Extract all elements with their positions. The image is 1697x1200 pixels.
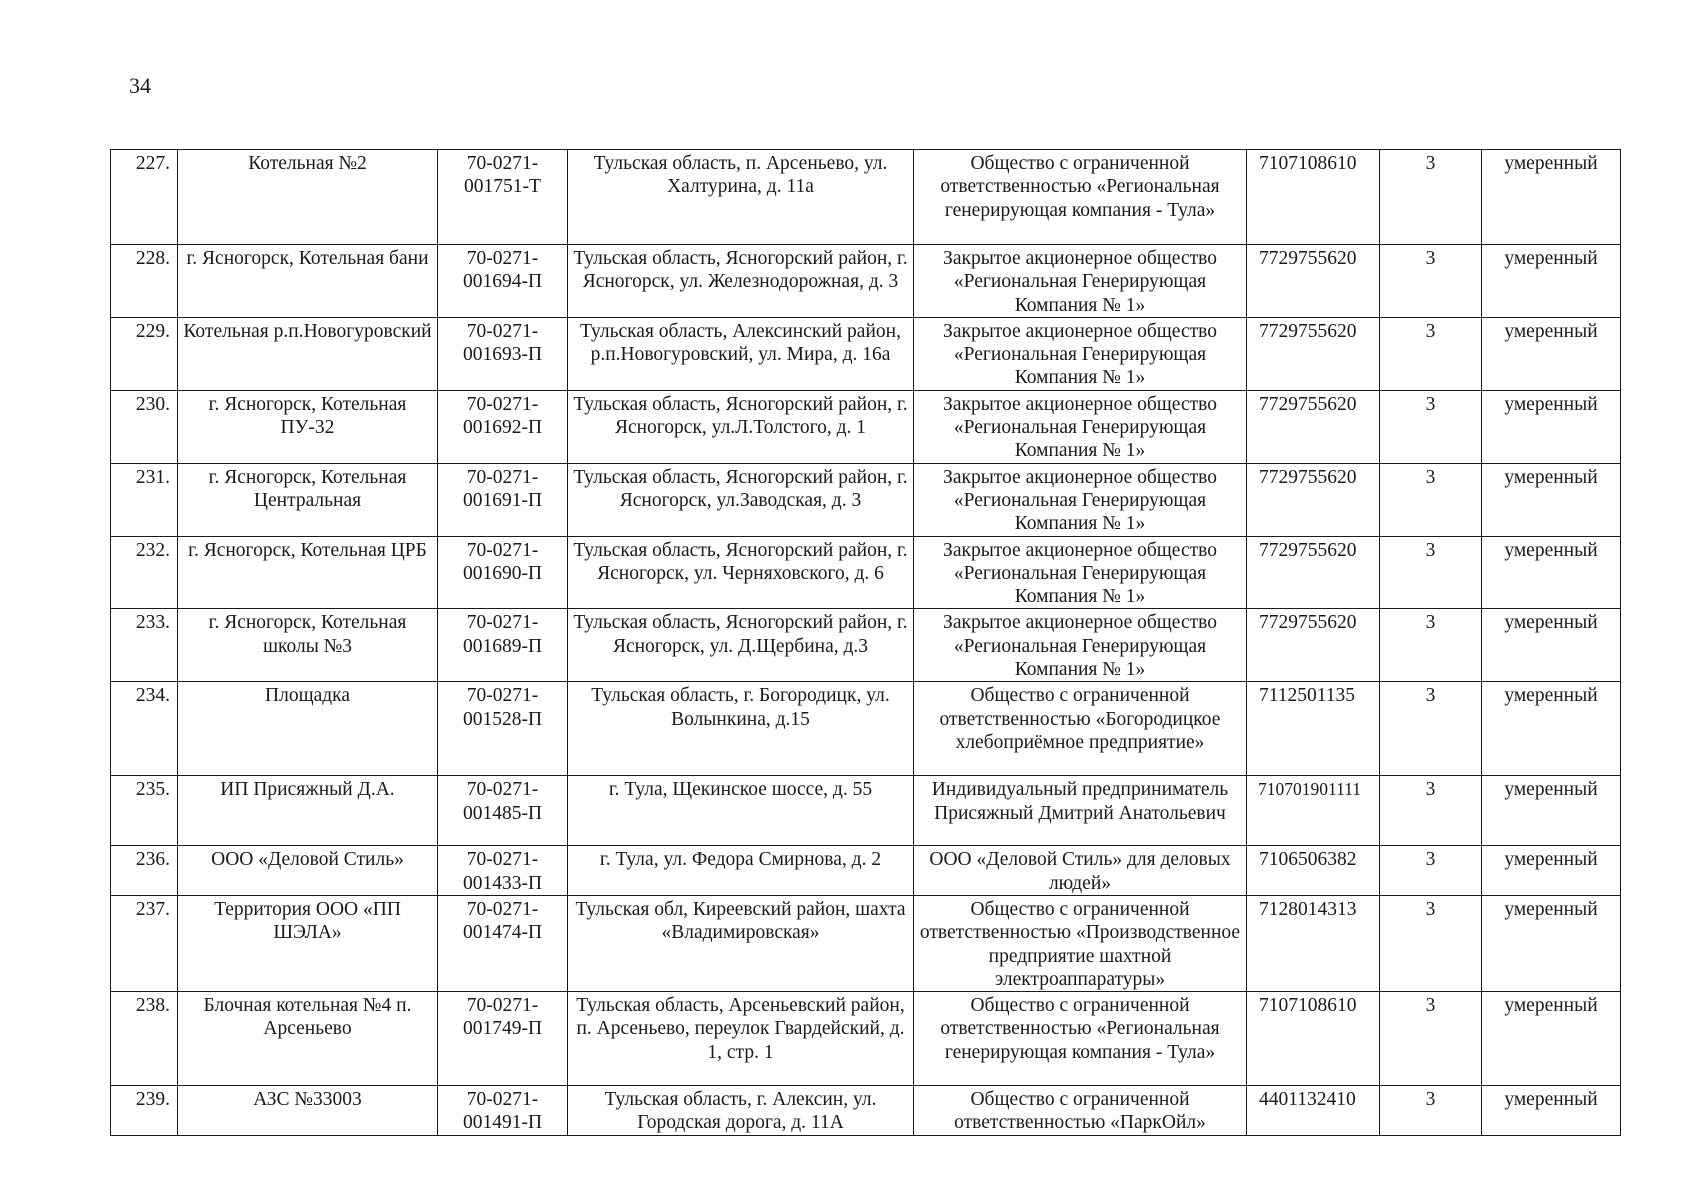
operator-inn: 7107108610	[1247, 150, 1380, 245]
facility-name: г. Ясногорск, Котельная школы №3	[178, 609, 438, 682]
hazard-category: 3	[1380, 463, 1482, 536]
facility-name: г. Ясногорск, Котельная бани	[178, 245, 438, 318]
facility-name: Площадка	[178, 682, 438, 776]
table-row	[111, 463, 1621, 536]
registration-code: 70-0271-001694-П	[438, 245, 568, 318]
registration-code: 70-0271-001691-П	[438, 463, 568, 536]
table-row	[111, 682, 1621, 776]
facility-name: Котельная №2	[178, 150, 438, 245]
row-number: 236.	[111, 846, 178, 896]
row-number: 230.	[111, 390, 178, 463]
registration-code: 70-0271-001689-П	[438, 609, 568, 682]
registration-code: 70-0271-001692-П	[438, 390, 568, 463]
table-row	[111, 317, 1621, 390]
table-row	[111, 390, 1621, 463]
operator-inn: 7729755620	[1247, 609, 1380, 682]
table-row	[111, 536, 1621, 609]
operator-inn: 710701901111	[1247, 776, 1380, 846]
table-body	[111, 150, 1621, 1136]
hazard-category: 3	[1380, 992, 1482, 1086]
row-number: 229.	[111, 317, 178, 390]
row-number: 227.	[111, 150, 178, 245]
operator-name: Общество с ограниченной ответственностью «Региональная генерирующая компания - Тула»	[914, 992, 1247, 1086]
hazard-category: 3	[1380, 895, 1482, 991]
hazard-category: 3	[1380, 682, 1482, 776]
facility-address: Тульская область, Ясногорский район, г. Ясногорск, ул. Железнодорожная, д. 3	[568, 245, 914, 318]
operator-name: Закрытое акционерное общество «Региональная Генерирующая Компания № 1»	[914, 609, 1247, 682]
table-row	[111, 245, 1621, 318]
risk-level: умеренный	[1482, 895, 1621, 991]
facility-name: Котельная р.п.Новогуровский	[178, 317, 438, 390]
operator-name: ООО «Деловой Стиль» для деловых людей»	[914, 846, 1247, 896]
risk-level: умеренный	[1482, 846, 1621, 896]
table-row	[111, 992, 1621, 1086]
operator-name: Закрытое акционерное общество «Региональная Генерирующая Компания № 1»	[914, 317, 1247, 390]
operator-inn: 7106506382	[1247, 846, 1380, 896]
facility-name: ИП Присяжный Д.А.	[178, 776, 438, 846]
operator-name: Закрытое акционерное общество «Региональная Генерирующая Компания № 1»	[914, 245, 1247, 318]
facility-address: Тульская область, г. Богородицк, ул. Волынкина, д.15	[568, 682, 914, 776]
risk-level: умеренный	[1482, 1086, 1621, 1136]
operator-name: Закрытое акционерное общество «Региональная Генерирующая Компания № 1»	[914, 536, 1247, 609]
risk-level: умеренный	[1482, 609, 1621, 682]
operator-inn: 7107108610	[1247, 992, 1380, 1086]
hazard-category: 3	[1380, 609, 1482, 682]
hazard-category: 3	[1380, 245, 1482, 318]
row-number: 233.	[111, 609, 178, 682]
facility-name: ООО «Деловой Стиль»	[178, 846, 438, 896]
facility-name: Территория ООО «ПП ШЭЛА»	[178, 895, 438, 991]
table-row	[111, 776, 1621, 846]
hazard-category: 3	[1380, 536, 1482, 609]
facility-address: Тульская область, Ясногорский район, г. Ясногорск, ул.Заводская, д. 3	[568, 463, 914, 536]
row-number: 232.	[111, 536, 178, 609]
hazard-category: 3	[1380, 150, 1482, 245]
operator-name: Закрытое акционерное общество «Региональная Генерирующая Компания № 1»	[914, 390, 1247, 463]
registration-code: 70-0271-001690-П	[438, 536, 568, 609]
facility-address: Тульская область, Алексинский район, р.п.Новогуровский, ул. Мира, д. 16а	[568, 317, 914, 390]
registration-code: 70-0271-001485-П	[438, 776, 568, 846]
table-row	[111, 846, 1621, 896]
hazard-category: 3	[1380, 1086, 1482, 1136]
registry-table	[110, 149, 1621, 1136]
row-number: 231.	[111, 463, 178, 536]
operator-inn: 7729755620	[1247, 317, 1380, 390]
operator-inn: 7128014313	[1247, 895, 1380, 991]
risk-level: умеренный	[1482, 463, 1621, 536]
row-number: 234.	[111, 682, 178, 776]
row-number: 238.	[111, 992, 178, 1086]
operator-inn: 7729755620	[1247, 536, 1380, 609]
facility-address: Тульская область, Арсеньевский район, п. Арсеньево, переулок Гвардейский, д. 1, стр. 1	[568, 992, 914, 1086]
facility-name: Блочная котельная №4 п. Арсеньево	[178, 992, 438, 1086]
operator-inn: 7729755620	[1247, 390, 1380, 463]
operator-inn: 7729755620	[1247, 463, 1380, 536]
risk-level: умеренный	[1482, 390, 1621, 463]
table-row	[111, 1086, 1621, 1136]
registration-code: 70-0271-001749-П	[438, 992, 568, 1086]
risk-level: умеренный	[1482, 776, 1621, 846]
row-number: 235.	[111, 776, 178, 846]
operator-name: Общество с ограниченной ответственностью «Богородицкое хлебоприёмное предприятие»	[914, 682, 1247, 776]
row-number: 239.	[111, 1086, 178, 1136]
risk-level: умеренный	[1482, 245, 1621, 318]
facility-address: Тульская область, Ясногорский район, г. Ясногорск, ул.Л.Толстого, д. 1	[568, 390, 914, 463]
operator-inn: 4401132410	[1247, 1086, 1380, 1136]
registration-code: 70-0271-001491-П	[438, 1086, 568, 1136]
table-row	[111, 895, 1621, 991]
facility-address: Тульская область, г. Алексин, ул. Городская дорога, д. 11А	[568, 1086, 914, 1136]
row-number: 228.	[111, 245, 178, 318]
operator-name: Общество с ограниченной ответственностью «ПаркОйл»	[914, 1086, 1247, 1136]
registration-code: 70-0271-001528-П	[438, 682, 568, 776]
hazard-category: 3	[1380, 846, 1482, 896]
facility-address: Тульская область, п. Арсеньево, ул. Халтурина, д. 11а	[568, 150, 914, 245]
facility-name: АЗС №33003	[178, 1086, 438, 1136]
facility-address: г. Тула, ул. Федора Смирнова, д. 2	[568, 846, 914, 896]
hazard-category: 3	[1380, 390, 1482, 463]
facility-address: Тульская область, Ясногорский район, г. Ясногорск, ул. Д.Щербина, д.3	[568, 609, 914, 682]
registration-code: 70-0271-001751-Т	[438, 150, 568, 245]
facility-address: Тульская область, Ясногорский район, г. Ясногорск, ул. Черняховского, д. 6	[568, 536, 914, 609]
risk-level: умеренный	[1482, 317, 1621, 390]
hazard-category: 3	[1380, 317, 1482, 390]
operator-name: Общество с ограниченной ответственностью «Региональная генерирующая компания - Тула»	[914, 150, 1247, 245]
risk-level: умеренный	[1482, 150, 1621, 245]
facility-name: г. Ясногорск, Котельная Центральная	[178, 463, 438, 536]
operator-inn: 7729755620	[1247, 245, 1380, 318]
registration-code: 70-0271-001433-П	[438, 846, 568, 896]
facility-name: г. Ясногорск, Котельная ЦРБ	[178, 536, 438, 609]
operator-name: Индивидуальный предприниматель Присяжный Дмитрий Анатольевич	[914, 776, 1247, 846]
operator-inn: 7112501135	[1247, 682, 1380, 776]
registration-code: 70-0271-001693-П	[438, 317, 568, 390]
risk-level: умеренный	[1482, 992, 1621, 1086]
facility-name: г. Ясногорск, Котельная ПУ-32	[178, 390, 438, 463]
page-number: 34	[129, 73, 151, 98]
operator-name: Общество с ограниченной ответственностью «Производственное предприятие шахтной электроаппаратуры»	[914, 895, 1247, 991]
facility-address: г. Тула, Щекинское шоссе, д. 55	[568, 776, 914, 846]
table-row	[111, 609, 1621, 682]
row-number: 237.	[111, 895, 178, 991]
risk-level: умеренный	[1482, 536, 1621, 609]
hazard-category: 3	[1380, 776, 1482, 846]
operator-name: Закрытое акционерное общество «Региональная Генерирующая Компания № 1»	[914, 463, 1247, 536]
facility-address: Тульская обл, Киреевский район, шахта «Владимировская»	[568, 895, 914, 991]
risk-level: умеренный	[1482, 682, 1621, 776]
registration-code: 70-0271-001474-П	[438, 895, 568, 991]
table-row	[111, 150, 1621, 245]
